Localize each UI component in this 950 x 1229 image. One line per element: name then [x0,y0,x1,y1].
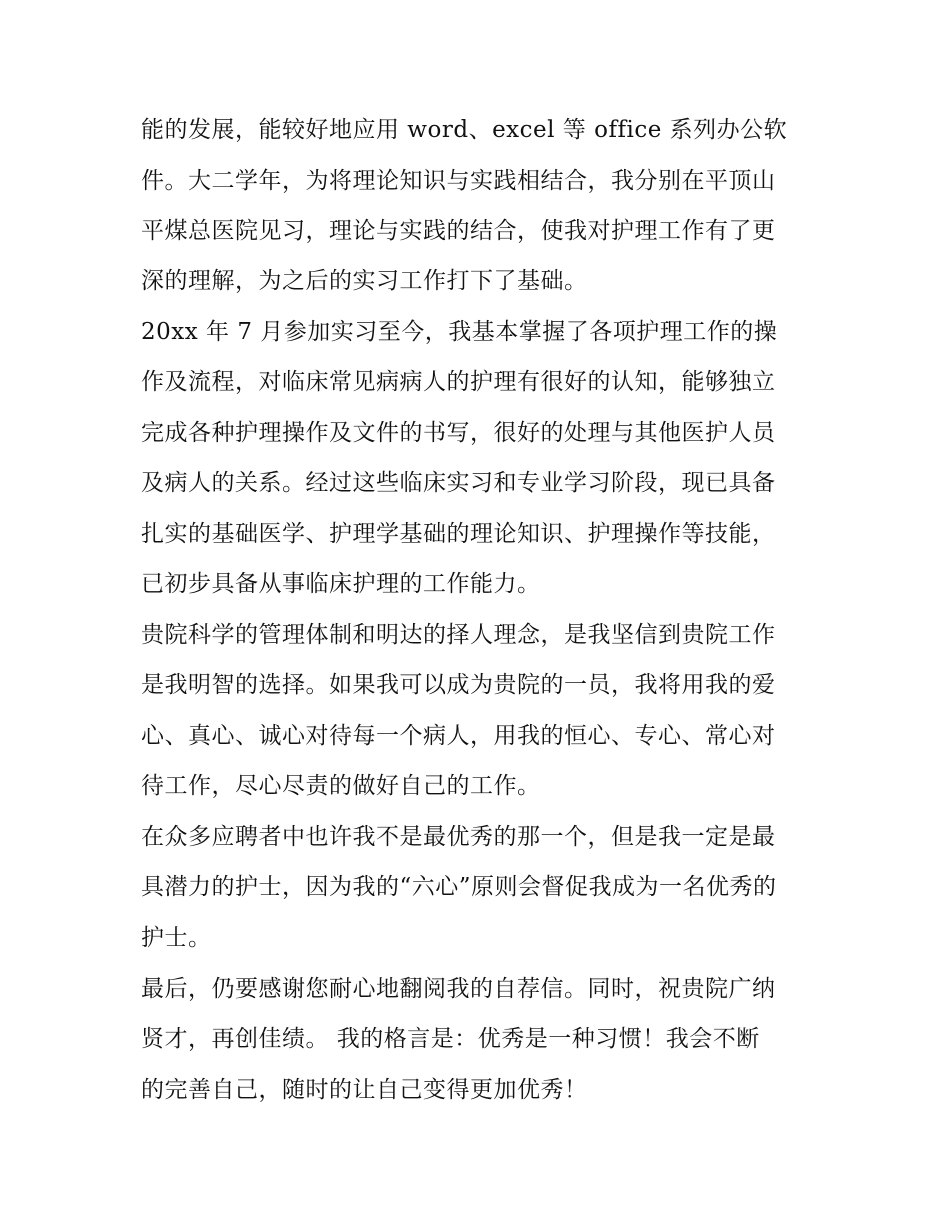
text-line: 贵院科学的管理体制和明达的择人理念，是我坚信到贵院工作 [141,622,776,648]
text-line: 待工作，尽心尽责的做好自己的工作。 [141,773,541,799]
text-line: 已初步具备从事临床护理的工作能力。 [141,571,541,597]
text-line: 平煤总医院见习，理论与实践的结合，使我对护理工作有了更 [141,218,776,244]
text-line: 护士。 [141,925,212,951]
text-line: 作及流程，对临床常见病病人的护理有很好的认知，能够独立 [141,369,776,395]
text-line: 的完善自己，随时的让自己变得更加优秀！ [141,1077,588,1103]
text-line: 20xx 年 7 月参加实习至今，我基本掌握了各项护理工作的操 [141,319,778,345]
text-line: 具潜力的护士，因为我的“六心”原则会督促我成为一名优秀的 [141,874,777,900]
text-line: 心、真心、诚心对待每一个病人，用我的恒心、专心、常心对 [141,723,776,749]
text-line: 最后，仍要感谢您耐心地翻阅我的自荐信。同时，祝贵院广纳 [141,976,776,1002]
text-line: 件。大二学年，为将理论知识与实践相结合，我分别在平顶山 [141,168,776,194]
text-line: 完成各种护理操作及文件的书写，很好的处理与其他医护人员 [141,420,776,446]
text-line: 及病人的关系。经过这些临床实习和专业学习阶段，现已具备 [141,470,776,496]
text-line: 深的理解，为之后的实习工作打下了基础。 [141,268,588,294]
text-line: 能的发展，能较好地应用 word、excel 等 office 系列办公软 [141,117,788,143]
text-line: 贤才，再创佳绩。 我的格言是：优秀是一种习惯！我会不断 [141,1026,760,1052]
text-line: 是我明智的选择。如果我可以成为贵院的一员，我将用我的爱 [141,672,776,698]
text-line: 扎实的基础医学、护理学基础的理论知识、护理操作等技能， [141,521,776,547]
text-line: 在众多应聘者中也许我不是最优秀的那一个，但是我一定是最 [141,824,776,850]
